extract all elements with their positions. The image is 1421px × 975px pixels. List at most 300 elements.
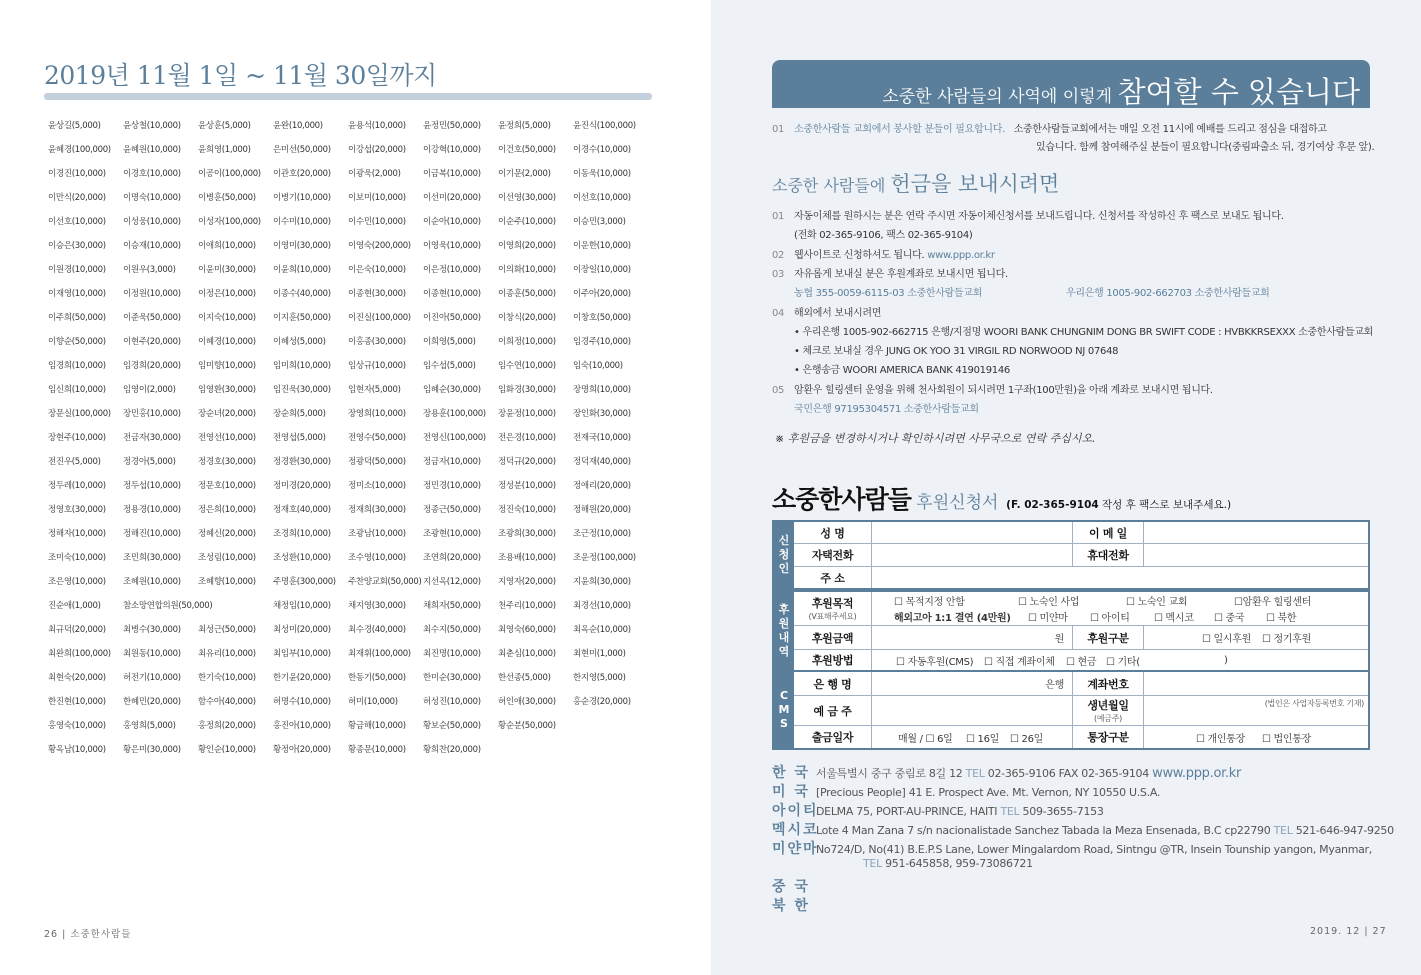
donor-entry: 이의화(10,000) (498, 265, 556, 275)
donor-entry: 이준욱(50,000) (123, 313, 181, 323)
change-note: ※ 후원금을 변경하시거나 확인하시려면 사무국으로 연락 주십시오. (775, 432, 1096, 445)
donor-entry: 이운한(10,000) (573, 241, 631, 251)
country-label: 한 국 (772, 765, 810, 781)
donor-entry: 정혜신(20,000) (198, 529, 256, 539)
serve-line-2: 있습니다. 함께 참여해주실 분들이 필요합니다(중림파출소 뒤, 경기여상 후문 앞). (1036, 142, 1375, 153)
donor-entry: 정성분(10,000) (498, 481, 556, 491)
donor-entry: 최유리(10,000) (198, 649, 256, 659)
row-date: 출금일자 매월 / ☐ 6일 ☐ 16일 ☐ 26일 통장구분 ☐ 개인통장 ☐ 법인통장 (794, 726, 1368, 748)
donor-entry: 최수지(50,000) (423, 625, 481, 635)
donor-entry: 윤혜원(10,000) (123, 145, 181, 155)
donor-entry: 임혜순(30,000) (423, 385, 481, 395)
purpose-opt-none[interactable]: ☐ 목적지정 안함 (894, 596, 965, 608)
donor-entry: 조광희(30,000) (498, 529, 556, 539)
donor-entry: 조근정(10,000) (573, 529, 631, 539)
item-1b: (전화 02-365-9106, 팩스 02-365-9104) (794, 230, 973, 241)
donor-entry: 윤상길(5,000) (48, 121, 101, 131)
holder-field[interactable] (872, 696, 1072, 725)
banner-text: 소중한 사람들의 사역에 이렇게 참여할 수 있습니다 (882, 75, 1360, 109)
donor-entry: 함수아(40,000) (198, 697, 256, 707)
contact-row (772, 800, 1104, 820)
purpose-opt-homeless[interactable]: ☐ 노숙인 사업 (1018, 596, 1080, 608)
donor-entry: 정덕재(40,000) (573, 457, 631, 467)
row-bank: 은 행 명 은행 계좌번호 (794, 672, 1368, 696)
donor-entry: 최성근(50,000) (198, 625, 256, 635)
account-nh: 농협 355-0059-6115-03 소중한사람들교회 (794, 288, 983, 299)
donor-entry: 황인순(10,000) (198, 745, 256, 755)
donor-entry: 조광현(10,000) (423, 529, 481, 539)
donor-entry: 이영미(30,000) (273, 241, 331, 251)
donor-entry: 황희찬(20,000) (423, 745, 481, 755)
donor-entry: 윤상철(10,000) (123, 121, 181, 131)
donor-entry: 정금자(10,000) (423, 457, 481, 467)
donor-entry: 한기윤(20,000) (273, 673, 331, 683)
donor-entry: 윤정민(50,000) (423, 121, 481, 131)
donor-entry: 최규덕(20,000) (48, 625, 106, 635)
donor-entry: 한선종(5,000) (498, 673, 551, 683)
donor-entry: 윤상훈(5,000) (198, 121, 251, 131)
donor-entry: 황은미(30,000) (123, 745, 181, 755)
country-label: 미얀마 (772, 841, 819, 857)
donor-entry: 조운정(100,000) (573, 553, 636, 563)
donor-entry: 이선미(20,000) (423, 193, 481, 203)
donor-entry: 이은숙(10,000) (348, 265, 406, 275)
donor-entry: 정해원(20,000) (573, 505, 631, 515)
donor-entry: 임미희(10,000) (273, 361, 331, 371)
donor-entry: 최진명(10,000) (423, 649, 481, 659)
donor-entry: 임현자(5,000) (348, 385, 401, 395)
donor-entry: 조수영(10,000) (348, 553, 406, 563)
donor-entry: 이병기(10,000) (273, 193, 331, 203)
donor-entry: 이종현(10,000) (423, 289, 481, 299)
donor-entry: 정해진(10,000) (123, 529, 181, 539)
purpose-opt-church[interactable]: ☐ 노숙인 교회 (1126, 596, 1188, 608)
donor-entry: 이종수(40,000) (273, 289, 331, 299)
country-label: 멕시코 (772, 822, 819, 838)
date-16[interactable]: ☐ 16일 (966, 733, 1000, 745)
donor-entry: 황종문(10,000) (348, 745, 406, 755)
country-myanmar[interactable]: ☐ 미얀마 (1028, 612, 1068, 624)
donor-entry: 장인화(30,000) (573, 409, 631, 419)
donor-entry: 임상규(10,000) (348, 361, 406, 371)
donor-entry: 정해자(10,000) (48, 529, 106, 539)
account-woori: 우리은행 1005-902-662703 소중한사람들교회 (1066, 288, 1270, 299)
donor-entry: 주찬양교회(50,000) (348, 577, 422, 587)
applicant-label: 신 청 인 (774, 522, 794, 588)
country-label: 북 한 (772, 898, 810, 914)
donor-entry: 이성웅(10,000) (123, 217, 181, 227)
row-holder: 예 금 주 생년월일 (예금주) (법인은 사업자등록번호 기재) (794, 696, 1368, 726)
fax-note: (F. 02-365-9104 작성 후 팩스로 보내주세요.) (1006, 499, 1232, 511)
contact-address: 서울특별시 중구 중림로 8길 12 (816, 767, 966, 780)
donor-entry: 이승민(3,000) (573, 217, 626, 227)
tel-number: 951-645858, 959-73086721 (881, 857, 1033, 870)
donor-entry: 이윤희(10,000) (273, 265, 331, 275)
donor-entry: 정두섭(10,000) (123, 481, 181, 491)
donor-entry: 이만식(20,000) (48, 193, 106, 203)
contact-row (772, 781, 1160, 801)
contact-address: [Precious People] 41 E. Prospect Ave. Mt. Vernon, NY 10550 U.S.A. (816, 786, 1161, 799)
donor-entry: 전재국(10,000) (573, 433, 631, 443)
donor-entry: 이병훈(50,000) (198, 193, 256, 203)
donor-entry: 장문실(100,000) (48, 409, 111, 419)
contact-row (772, 838, 1372, 858)
donor-entry: 이순주(10,000) (498, 217, 556, 227)
donor-entry: 이애희(10,000) (198, 241, 256, 251)
donor-entry: 최완희(100,000) (48, 649, 111, 659)
donor-entry: 이명숙(10,000) (123, 193, 181, 203)
donor-entry: 이원우(3,000) (123, 265, 176, 275)
donor-entry: 조광남(10,000) (348, 529, 406, 539)
row-method: 후원방법 ☐ 자동후원(CMS) ☐ 직접 계좌이체 ☐ 현금 ☐ 기타( ) (794, 650, 1368, 670)
donor-entry: 이건호(50,000) (498, 145, 556, 155)
donor-entry: 황옥남(10,000) (48, 745, 106, 755)
donor-entry: 정진숙(10,000) (498, 505, 556, 515)
fax-label: FAX (1058, 767, 1079, 780)
donor-entry: 최현숙(20,000) (48, 673, 106, 683)
donor-entry: 이선영(30,000) (498, 193, 556, 203)
item-2: 02 웹사이트로 신청하셔도 됩니다. www.ppp.or.kr (772, 250, 995, 261)
donor-entry: 조성환(10,000) (273, 553, 331, 563)
donor-entry: 조민희(30,000) (123, 553, 181, 563)
donor-entry: 최수경(40,000) (348, 625, 406, 635)
donor-entry: 임경희(10,000) (48, 361, 106, 371)
donor-list (48, 118, 658, 766)
donor-entry: 주명훈(300,000) (273, 577, 336, 587)
donor-entry: 전진우(5,000) (48, 457, 101, 467)
overseas-bullet-1: • 우리은행 1005-902-662715 은행/지점명 WOORI BANK CHUNGNIM DONG BR SWIFT CODE : HVBKKRSEXXX 소중한사람들교회 (794, 327, 1374, 338)
donor-entry: 허미(10,000) (348, 697, 398, 707)
country-china[interactable]: ☐ 중국 (1214, 612, 1245, 624)
account-number-field[interactable] (1144, 672, 1368, 695)
donor-entry: 장순희(5,000) (273, 409, 326, 419)
donor-entry: 윤용석(10,000) (348, 121, 406, 131)
donor-entry: 장순녀(20,000) (198, 409, 256, 419)
donor-entry: 홍진아(10,000) (273, 721, 331, 731)
method-cms[interactable]: ☐ 자동후원(CMS) (896, 656, 974, 668)
account-kb: 국민은행 97195304571 소중한사람들교회 (794, 404, 979, 415)
cms-label: C M S (774, 672, 794, 748)
donor-entry: 임미향(10,000) (198, 361, 256, 371)
donor-entry: 정경환(30,000) (273, 457, 331, 467)
donor-entry: 조혜향(10,000) (198, 577, 256, 587)
donor-entry: 은미선(50,000) (273, 145, 331, 155)
donor-entry: 이창호(50,000) (573, 313, 631, 323)
donor-entry: 조성림(10,000) (198, 553, 256, 563)
donor-entry: 황금해(10,000) (348, 721, 406, 731)
bank-field[interactable]: 은행 (1045, 680, 1064, 691)
donor-entry (573, 718, 648, 742)
donor-entry: 임영환(30,000) (198, 385, 256, 395)
donor-entry: 최영숙(60,000) (498, 625, 556, 635)
donor-entry: 이향순(50,000) (48, 337, 106, 347)
donor-entry: 천주리(10,000) (498, 601, 556, 611)
donor-entry: 최임부(10,000) (273, 649, 331, 659)
donor-entry: 정종근(50,000) (423, 505, 481, 515)
mobile-field[interactable] (1144, 544, 1368, 566)
donor-entry: 홍영희(5,000) (123, 721, 176, 731)
donor-entry: 최재휘(100,000) (348, 649, 411, 659)
page-footer-left: 26 | 소중한사람들 (44, 929, 132, 940)
donor-entry: 이지훈(50,000) (273, 313, 331, 323)
page-title: 2019년 11월 1일 ~ 11월 30일까지 (44, 61, 437, 90)
email-field[interactable] (1144, 522, 1368, 543)
donor-entry: 장현주(10,000) (48, 433, 106, 443)
donor-entry: 채정임(10,000) (273, 601, 331, 611)
birth-field[interactable]: (법인은 사업자등록번호 기재) (1264, 699, 1364, 708)
donor-entry: 최원동(10,000) (123, 649, 181, 659)
donor-entry: 조미숙(10,000) (48, 553, 106, 563)
row-purpose: 후원목적 (V표해주세요) ☐ 목적지정 안함 ☐ 노숙인 사업 ☐ 노숙인 교회 ☐암환우 힐링센터 해외고아 1:1 결연 (4만원) ☐ 미얀마 ☐ 아이티 ☐ 멕시코 ☐ 중국 ☐ 북한 (794, 592, 1368, 626)
donor-entry: 이창식(20,000) (498, 313, 556, 323)
website-link[interactable]: www.ppp.or.kr (1152, 766, 1242, 781)
method-other[interactable]: ☐ 기타( (1106, 656, 1140, 668)
donor-entry: 이현주(20,000) (123, 337, 181, 347)
donor-entry: 전은경(10,000) (498, 433, 556, 443)
donor-entry: 임화경(30,000) (498, 385, 556, 395)
donor-entry: 이경호(10,000) (123, 169, 181, 179)
donor-entry: 윤희영(1,000) (198, 145, 251, 155)
contact-address: Lote 4 Man Zana 7 s/n nacionalistade Sanchez Tabada la Meza Ensenada, B.C cp22790 (816, 824, 1274, 837)
donor-entry: 이혜경(10,000) (198, 337, 256, 347)
donor-entry: 윤혜경(100,000) (48, 145, 111, 155)
donor-entry: 홍순경(20,000) (573, 697, 631, 707)
donor-entry: 최성미(20,000) (273, 625, 331, 635)
donor-entry: 이수미(10,000) (273, 217, 331, 227)
contact-row (772, 819, 1394, 839)
purpose-opt-cancer[interactable]: ☐암환우 힐링센터 (1234, 596, 1312, 608)
donor-entry: 한동기(50,000) (348, 673, 406, 683)
donor-entry: 지선옥(12,000) (423, 577, 481, 587)
donor-entry: 이홍종(30,000) (348, 337, 406, 347)
donor-entry: 채희자(50,000) (423, 601, 481, 611)
donor-entry: 정영호(30,000) (48, 505, 106, 515)
donor-entry: 이동욱(10,000) (573, 169, 631, 179)
donor-entry: 조용배(10,000) (498, 553, 556, 563)
tel-number: 02-365-9106 (984, 767, 1059, 780)
donor-entry: 정경아(5,000) (123, 457, 176, 467)
donor-entry: 임수연(10,000) (498, 361, 556, 371)
donor-entry: 전금자(30,000) (123, 433, 181, 443)
donor-entry: 장명희(10,000) (573, 385, 631, 395)
donor-entry: 한혜민(20,000) (123, 697, 181, 707)
country-mexico[interactable]: ☐ 멕시코 (1154, 612, 1194, 624)
donation-label: 후 원 내 역 (774, 592, 794, 670)
donor-entry: 윤진식(100,000) (573, 121, 636, 131)
tel-number: 521-646-947-9250 (1292, 824, 1394, 837)
donor-entry: 이공이(100,000) (198, 169, 261, 179)
donor-entry: 한미순(30,000) (423, 673, 481, 683)
donor-entry: 정덕규(20,000) (498, 457, 556, 467)
address-field[interactable] (872, 567, 1368, 588)
donor-entry: 조혜원(10,000) (123, 577, 181, 587)
contact-row (819, 857, 1033, 870)
contact-row (772, 762, 1241, 782)
donor-entry: 황정아(20,000) (273, 745, 331, 755)
tel-number: 509-3655-7153 (1019, 805, 1104, 818)
donor-entry: 이정은(10,000) (198, 289, 256, 299)
donor-entry: 황보순(50,000) (423, 721, 481, 731)
donor-entry: 이혜성(5,000) (273, 337, 326, 347)
donor-entry: 이기문(2,000) (498, 169, 551, 179)
donor-entry: 이원경(10,000) (48, 265, 106, 275)
donor-entry (573, 742, 648, 766)
date-6[interactable]: 매월 / ☐ 6일 (898, 733, 953, 745)
donor-entry: 허전기(10,000) (123, 673, 181, 683)
participation-banner (772, 60, 1370, 108)
donor-entry: 장영희(10,000) (348, 409, 406, 419)
item-3: 03 자유롭게 보내실 분은 후원계좌로 보내시면 됩니다. (772, 269, 1008, 280)
donor-entry: 한지영(5,000) (573, 673, 626, 683)
donor-entry: 이승재(10,000) (123, 241, 181, 251)
row-name: 성 명 이 메 일 (794, 522, 1368, 544)
donor-entry: 이정원(10,000) (123, 289, 181, 299)
donor-entry: 임경주(10,000) (573, 337, 631, 347)
donor-entry: 이성자(100,000) (198, 217, 261, 227)
orphan-sponsor: 해외고아 1:1 결연 (4만원) (894, 612, 1011, 624)
donor-entry: 이진아(50,000) (423, 313, 481, 323)
form-title: 소중한사람들 후원신청서 (F. 02-365-9104 작성 후 팩스로 보내주세요.) (772, 485, 1232, 514)
donor-entry: 황순분(50,000) (498, 721, 556, 731)
donor-entry: 윤정희(5,000) (498, 121, 551, 131)
donor-entry: 허성진(10,000) (423, 697, 481, 707)
donor-entry: 정두레(10,000) (48, 481, 106, 491)
donor-entry: 한기숙(10,000) (198, 673, 256, 683)
home-tel-field[interactable] (872, 544, 1072, 566)
method-cash[interactable]: ☐ 현금 (1066, 656, 1097, 668)
donor-entry: 정은희(10,000) (198, 505, 256, 515)
row-address: 주 소 (794, 567, 1368, 588)
donor-entry: 정재희(30,000) (348, 505, 406, 515)
donor-entry: 최현미(1,000) (573, 649, 626, 659)
method-transfer[interactable]: ☐ 직접 계좌이체 (984, 656, 1055, 668)
country-label: 중 국 (772, 879, 810, 895)
donor-entry: 이선호(10,000) (48, 217, 106, 227)
donor-entry: 이관호(20,000) (273, 169, 331, 179)
overseas-bullet-2: • 체크로 보내실 경우 JUNG OK YOO 31 VIRGIL RD NORWOOD NJ 07648 (794, 346, 1119, 357)
website-link[interactable]: www.ppp.or.kr (927, 250, 995, 261)
applicant-group (772, 520, 1370, 590)
donor-entry: 정광덕(50,000) (348, 457, 406, 467)
donor-entry: 이재영(10,000) (48, 289, 106, 299)
country-label: 아이티 (772, 803, 819, 819)
donor-entry: 임숙(10,000) (573, 361, 623, 371)
donor-entry: 지영자(20,000) (498, 577, 556, 587)
acct-personal[interactable]: ☐ 개인통장 (1196, 733, 1245, 745)
name-field[interactable] (872, 522, 1072, 543)
donor-entry: 임경희(20,000) (123, 361, 181, 371)
contact-row (772, 895, 816, 915)
donor-entry: 이금복(10,000) (423, 169, 481, 179)
donor-entry: 정미소(10,000) (348, 481, 406, 491)
donor-entry: 윤완(10,000) (273, 121, 323, 131)
date-26[interactable]: ☐ 26일 (1010, 733, 1044, 745)
donor-entry: 채지영(30,000) (348, 601, 406, 611)
donor-entry: 정재호(40,000) (273, 505, 331, 515)
tel-label: TEL (965, 767, 985, 780)
donor-entry: 홍정희(20,000) (198, 721, 256, 731)
title-rule (44, 93, 652, 100)
donor-entry: 장윤정(10,000) (498, 409, 556, 419)
donor-entry: 임영이(2,000) (123, 385, 176, 395)
donor-entry: 전영신(100,000) (423, 433, 486, 443)
cms-group (772, 670, 1370, 750)
donor-entry: 이영희(20,000) (498, 241, 556, 251)
donor-entry: 조경희(10,000) (273, 529, 331, 539)
donor-entry: 이종현(30,000) (348, 289, 406, 299)
donor-entry: 진순애(1,000) (48, 601, 101, 611)
country-nk[interactable]: ☐ 북한 (1266, 612, 1297, 624)
donor-entry: 이강섭(20,000) (348, 145, 406, 155)
donor-entry: 임수섭(5,000) (423, 361, 476, 371)
donor-entry: 이영욱(10,000) (423, 241, 481, 251)
donor-entry: 장민홍(10,000) (123, 409, 181, 419)
row-phone: 자택전화 휴대전화 (794, 544, 1368, 567)
contact-row (772, 876, 816, 896)
type-regular[interactable]: ☐ 정기후원 (1262, 634, 1311, 645)
country-haiti[interactable]: ☐ 아이티 (1090, 612, 1130, 624)
row-amount: 후원금액 원 후원구분 ☐ 일시후원 ☐ 정기후원 (794, 626, 1368, 650)
item-5: 05 암환우 힐링센터 운영을 위해 천사회원이 되시려면 1구좌(100만원)을 아래 계좌로 보내시면 됩니다. (772, 385, 1213, 396)
contact-address: DELMA 75, PORT-AU-PRINCE, HAITI (816, 805, 1001, 818)
donor-entry: 최경선(10,000) (573, 601, 631, 611)
donor-entry: 조연희(20,000) (423, 553, 481, 563)
donor-entry: 이선호(10,000) (573, 193, 631, 203)
donor-entry: 전영수(50,000) (348, 433, 406, 443)
page-footer-right: 2019. 12 | 27 (1310, 926, 1387, 937)
donor-entry: 최병수(30,000) (123, 625, 181, 635)
donor-entry: 허인애(30,000) (498, 697, 556, 707)
donor-entry: 이종훈(50,000) (498, 289, 556, 299)
acct-corp[interactable]: ☐ 법인통장 (1262, 733, 1311, 745)
serve-line-1: 01 소중한사람들 교회에서 봉사할 분들이 필요합니다. 소중한사람들교회에서는 매일 오전 11시에 예배를 드리고 점심을 대접하고 (772, 124, 1327, 135)
donor-entry: 이순아(10,000) (423, 217, 481, 227)
donor-entry: 이광욱(2,000) (348, 169, 401, 179)
donor-entry: 이수민(10,000) (348, 217, 406, 227)
donation-section-title: 소중한 사람들에 헌금을 보내시려면 (772, 172, 1060, 196)
donor-entry: 최춘심(10,000) (498, 649, 556, 659)
donor-entry: 이지숙(10,000) (198, 313, 256, 323)
donor-entry: 이희정(10,000) (498, 337, 556, 347)
donor-entry: 이영숙(200,000) (348, 241, 411, 251)
donor-entry: 장용훈(100,000) (423, 409, 486, 419)
donor-entry: 이주아(20,000) (573, 289, 631, 299)
donor-entry: 홍영숙(10,000) (48, 721, 106, 731)
donor-entry: 이은정(10,000) (423, 265, 481, 275)
donor-entry: 한진현(10,000) (48, 697, 106, 707)
donor-entry: 지윤희(30,000) (573, 577, 631, 587)
tel-label: TEL (1000, 805, 1020, 818)
donor-entry: 임진욱(30,000) (273, 385, 331, 395)
donor-entry: 이승은(30,000) (48, 241, 106, 251)
donor-entry (498, 742, 573, 766)
type-once[interactable]: ☐ 일시후원 (1202, 634, 1251, 645)
item-1: 01 자동이체를 원하시는 분은 연락 주시면 자동이체신청서를 보내드립니다. 신청서를 작성하신 후 팩스로 보내도 됩니다. (772, 211, 1284, 222)
donor-entry: 이주희(50,000) (48, 313, 106, 323)
donor-entry: 조은영(10,000) (48, 577, 106, 587)
contact-address: No724/D, No(41) B.E.P.S Lane, Lower Mingalardom Road, Sintngu @TR, Insein Tounship yangon, Myanmar, (816, 843, 1372, 856)
donor-entry: 임신희(10,000) (48, 385, 106, 395)
donor-entry: 참소망연합의원(50,000) (123, 601, 213, 611)
amount-field[interactable]: 원 (1054, 634, 1064, 645)
donor-entry: 정민경(10,000) (423, 481, 481, 491)
country-label: 미 국 (772, 784, 810, 800)
donor-entry: 정문호(10,000) (198, 481, 256, 491)
donor-entry: 정애리(20,000) (573, 481, 631, 491)
donor-entry: 이강혁(10,000) (423, 145, 481, 155)
donor-entry: 이경진(10,000) (48, 169, 106, 179)
donor-entry: 이진실(100,000) (348, 313, 411, 323)
